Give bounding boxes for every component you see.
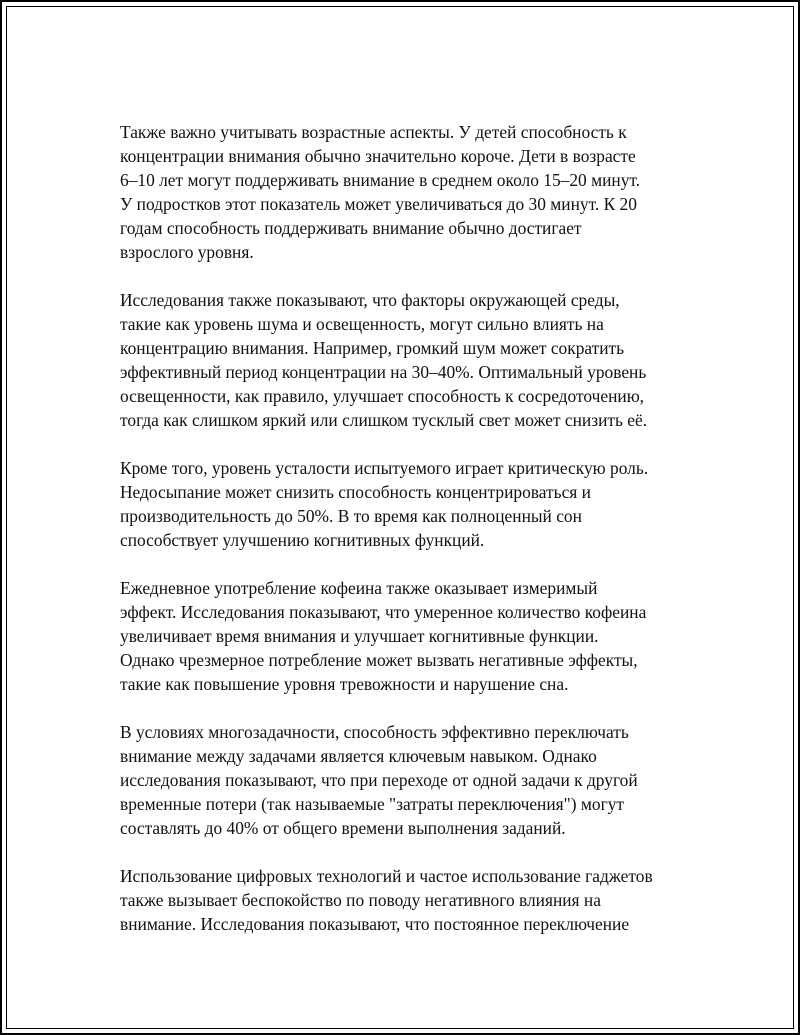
text-line: Исследования также показывают, что факторы окружающей среды, <box>120 290 620 310</box>
text-line: В условиях многозадачности, способность эффективно переключать <box>120 722 629 742</box>
document-body <box>120 120 700 960</box>
text-line: производительность до 50%. В то время как полноценный сон <box>120 506 582 526</box>
paragraph-environment <box>120 288 700 432</box>
text-line: взрослого уровня. <box>120 242 254 262</box>
text-line: внимание между задачами является ключевым навыком. Однако <box>120 746 597 766</box>
text-line: годам способность поддерживать внимание обычно достигает <box>120 218 582 238</box>
text-line: тогда как слишком яркий или слишком тусклый свет может снизить её. <box>120 410 648 430</box>
paragraph-age-aspects <box>120 120 700 264</box>
text-line: Использование цифровых технологий и частое использование гаджетов <box>120 866 653 886</box>
text-line: способствует улучшению когнитивных функций. <box>120 530 485 550</box>
text-line: эффект. Исследования показывают, что умеренное количество кофеина <box>120 602 647 622</box>
paragraph-fatigue <box>120 456 700 552</box>
text-line: временные потери (так называемые "затраты переключения") могут <box>120 794 625 814</box>
text-line: Однако чрезмерное потребление может вызвать негативные эффекты, <box>120 650 638 670</box>
text-line: эффективный период концентрации на 30–40%. Оптимальный уровень <box>120 362 647 382</box>
text-line: такие как уровень шума и освещенность, могут сильно влиять на <box>120 314 604 334</box>
text-line: увеличивает время внимания и улучшает когнитивные функции. <box>120 626 599 646</box>
text-line: такие как повышение уровня тревожности и нарушение сна. <box>120 674 569 694</box>
paragraph-caffeine <box>120 576 700 696</box>
paragraph-digital-technologies <box>120 864 700 936</box>
text-line: составлять до 40% от общего времени выполнения заданий. <box>120 818 566 838</box>
text-line: Кроме того, уровень усталости испытуемого играет критическую роль. <box>120 458 649 478</box>
text-line: концентрацию внимания. Например, громкий шум может сократить <box>120 338 625 358</box>
paragraph-multitasking <box>120 720 700 840</box>
text-line: 6–10 лет могут поддерживать внимание в среднем около 15–20 минут. <box>120 170 641 190</box>
text-line: освещенности, как правило, улучшает способность к сосредоточению, <box>120 386 645 406</box>
text-line: также вызывает беспокойство по поводу негативного влияния на <box>120 890 601 910</box>
text-line: Недосыпание может снизить способность концентрироваться и <box>120 482 591 502</box>
text-line: исследования показывают, что при переходе от одной задачи к другой <box>120 770 638 790</box>
text-line: Также важно учитывать возрастные аспекты. У детей способность к <box>120 122 627 142</box>
text-line: концентрации внимания обычно значительно короче. Дети в возрасте <box>120 146 636 166</box>
text-line: Ежедневное употребление кофеина также оказывает измеримый <box>120 578 598 598</box>
text-line: внимание. Исследования показывают, что постоянное переключение <box>120 914 630 934</box>
text-line: У подростков этот показатель может увеличиваться до 30 минут. К 20 <box>120 194 637 214</box>
